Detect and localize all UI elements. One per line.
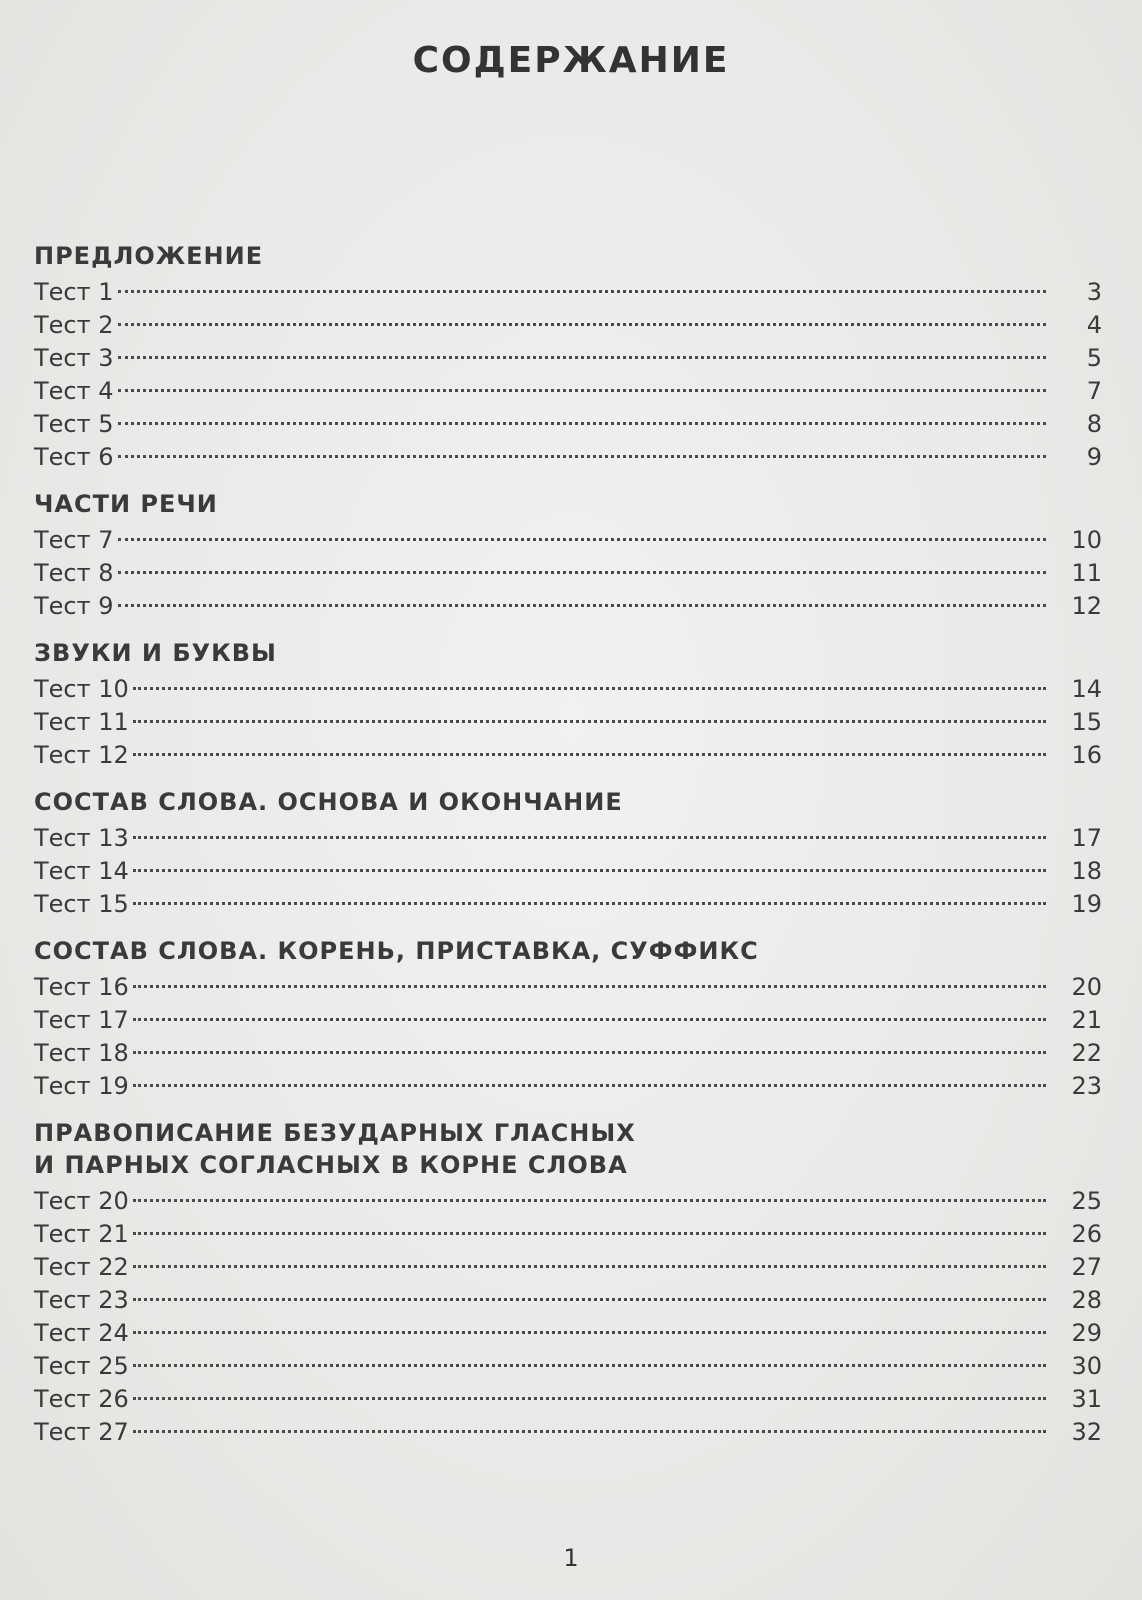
- toc-entry: [34, 557, 1102, 590]
- section-title: СОСТАВ СЛОВА. ОСНОВА И ОКОНЧАНИЕ: [34, 788, 623, 816]
- entry-label: Тест 14: [34, 857, 129, 885]
- entry-page-number: 23: [1071, 1072, 1102, 1100]
- dot-leader: [118, 604, 1047, 607]
- toc-entry: [34, 1383, 1102, 1416]
- entry-label: Тест 16: [34, 973, 129, 1001]
- entry-page-number: 21: [1071, 1006, 1102, 1034]
- toc-entry: [34, 1416, 1102, 1449]
- dot-leader: [133, 1430, 1046, 1433]
- dot-leader: [133, 1232, 1046, 1235]
- toc-entry: [34, 408, 1102, 441]
- dot-leader: [133, 902, 1046, 905]
- entry-page-number: 29: [1071, 1319, 1102, 1347]
- entry-page-number: 30: [1071, 1352, 1102, 1380]
- dot-leader: [133, 1018, 1046, 1021]
- entry-page-number: 18: [1071, 857, 1102, 885]
- toc-section: [34, 488, 1102, 623]
- entry-page-number: 16: [1071, 741, 1102, 769]
- dot-leader: [133, 720, 1046, 723]
- entry-page-number: 3: [1086, 278, 1102, 306]
- entry-label: Тест 13: [34, 824, 129, 852]
- dot-leader: [118, 571, 1047, 574]
- entry-label: Тест 10: [34, 675, 129, 703]
- dot-leader: [118, 389, 1047, 392]
- toc-entry: [34, 375, 1102, 408]
- entry-page-number: 5: [1086, 344, 1102, 372]
- toc-entry: [34, 1251, 1102, 1284]
- dot-leader: [133, 836, 1046, 839]
- toc-entry: [34, 276, 1102, 309]
- entry-label: Тест 15: [34, 890, 129, 918]
- toc-entry: [34, 1317, 1102, 1350]
- entry-label: Тест 20: [34, 1187, 129, 1215]
- toc-section: [34, 786, 1102, 921]
- toc-entry: [34, 673, 1102, 706]
- entry-page-number: 14: [1071, 675, 1102, 703]
- entry-page-number: 28: [1071, 1286, 1102, 1314]
- dot-leader: [133, 1298, 1046, 1301]
- dot-leader: [133, 1331, 1046, 1334]
- toc-entry: [34, 971, 1102, 1004]
- entry-label: Тест 12: [34, 741, 129, 769]
- toc-entry: [34, 855, 1102, 888]
- entry-page-number: 19: [1071, 890, 1102, 918]
- entry-page-number: 9: [1086, 443, 1102, 471]
- entry-page-number: 20: [1071, 973, 1102, 1001]
- section-title: ПРАВОПИСАНИЕ БЕЗУДАРНЫХ ГЛАСНЫХ И ПАРНЫХ СОГЛАСНЫХ В КОРНЕ СЛОВА: [34, 1119, 636, 1179]
- toc-entry: [34, 342, 1102, 375]
- entry-label: Тест 7: [34, 526, 114, 554]
- toc-entry: [34, 1004, 1102, 1037]
- toc-entry: [34, 590, 1102, 623]
- dot-leader: [133, 1364, 1046, 1367]
- entry-label: Тест 9: [34, 592, 114, 620]
- entry-label: Тест 4: [34, 377, 114, 405]
- toc-entry: [34, 309, 1102, 342]
- dot-leader: [133, 753, 1046, 756]
- dot-leader: [118, 356, 1047, 359]
- dot-leader: [118, 422, 1047, 425]
- toc-section: [34, 935, 1102, 1103]
- dot-leader: [133, 985, 1046, 988]
- entry-label: Тест 8: [34, 559, 114, 587]
- entry-page-number: 27: [1071, 1253, 1102, 1281]
- section-title: ЗВУКИ И БУКВЫ: [34, 639, 277, 667]
- entry-page-number: 25: [1071, 1187, 1102, 1215]
- dot-leader: [133, 1199, 1046, 1202]
- dot-leader: [133, 1397, 1046, 1400]
- entry-page-number: 31: [1071, 1385, 1102, 1413]
- toc-entry: [34, 441, 1102, 474]
- entry-page-number: 32: [1071, 1418, 1102, 1446]
- dot-leader: [133, 1084, 1046, 1087]
- entry-label: Тест 26: [34, 1385, 129, 1413]
- toc-entry: [34, 888, 1102, 921]
- entry-page-number: 8: [1086, 410, 1102, 438]
- toc-entry: [34, 1218, 1102, 1251]
- page-title: СОДЕРЖАНИЕ: [412, 40, 730, 81]
- entry-page-number: 12: [1071, 592, 1102, 620]
- entry-label: Тест 24: [34, 1319, 129, 1347]
- dot-leader: [133, 687, 1046, 690]
- entry-page-number: 4: [1086, 311, 1102, 339]
- section-title: ПРЕДЛОЖЕНИЕ: [34, 242, 264, 270]
- entry-label: Тест 27: [34, 1418, 129, 1446]
- toc-section: [34, 637, 1102, 772]
- toc-section: [34, 1117, 1102, 1449]
- toc-entry: [34, 1284, 1102, 1317]
- dot-leader: [118, 538, 1047, 541]
- table-of-contents: [34, 240, 1102, 1463]
- entry-label: Тест 2: [34, 311, 114, 339]
- dot-leader: [118, 455, 1047, 458]
- entry-label: Тест 3: [34, 344, 114, 372]
- entry-page-number: 15: [1071, 708, 1102, 736]
- entry-page-number: 7: [1086, 377, 1102, 405]
- entry-label: Тест 22: [34, 1253, 129, 1281]
- toc-section: [34, 240, 1102, 474]
- toc-entry: [34, 1037, 1102, 1070]
- entry-page-number: 22: [1071, 1039, 1102, 1067]
- page-number: 1: [563, 1544, 579, 1572]
- entry-label: Тест 25: [34, 1352, 129, 1380]
- toc-entry: [34, 739, 1102, 772]
- entry-page-number: 11: [1071, 559, 1102, 587]
- entry-page-number: 17: [1071, 824, 1102, 852]
- entry-label: Тест 18: [34, 1039, 129, 1067]
- section-title: СОСТАВ СЛОВА. КОРЕНЬ, ПРИСТАВКА, СУФФИКС: [34, 937, 759, 965]
- dot-leader: [118, 323, 1047, 326]
- entry-label: Тест 17: [34, 1006, 129, 1034]
- entry-label: Тест 5: [34, 410, 114, 438]
- entry-label: Тест 19: [34, 1072, 129, 1100]
- entry-label: Тест 23: [34, 1286, 129, 1314]
- entry-label: Тест 1: [34, 278, 114, 306]
- toc-entry: [34, 822, 1102, 855]
- entry-page-number: 26: [1071, 1220, 1102, 1248]
- dot-leader: [133, 1051, 1046, 1054]
- toc-entry: [34, 1185, 1102, 1218]
- entry-label: Тест 11: [34, 708, 129, 736]
- entry-label: Тест 21: [34, 1220, 129, 1248]
- toc-entry: [34, 1070, 1102, 1103]
- dot-leader: [133, 1265, 1046, 1268]
- dot-leader: [118, 290, 1047, 293]
- section-title: ЧАСТИ РЕЧИ: [34, 490, 218, 518]
- entry-label: Тест 6: [34, 443, 114, 471]
- dot-leader: [133, 869, 1046, 872]
- toc-entry: [34, 1350, 1102, 1383]
- entry-page-number: 10: [1071, 526, 1102, 554]
- toc-entry: [34, 706, 1102, 739]
- toc-entry: [34, 524, 1102, 557]
